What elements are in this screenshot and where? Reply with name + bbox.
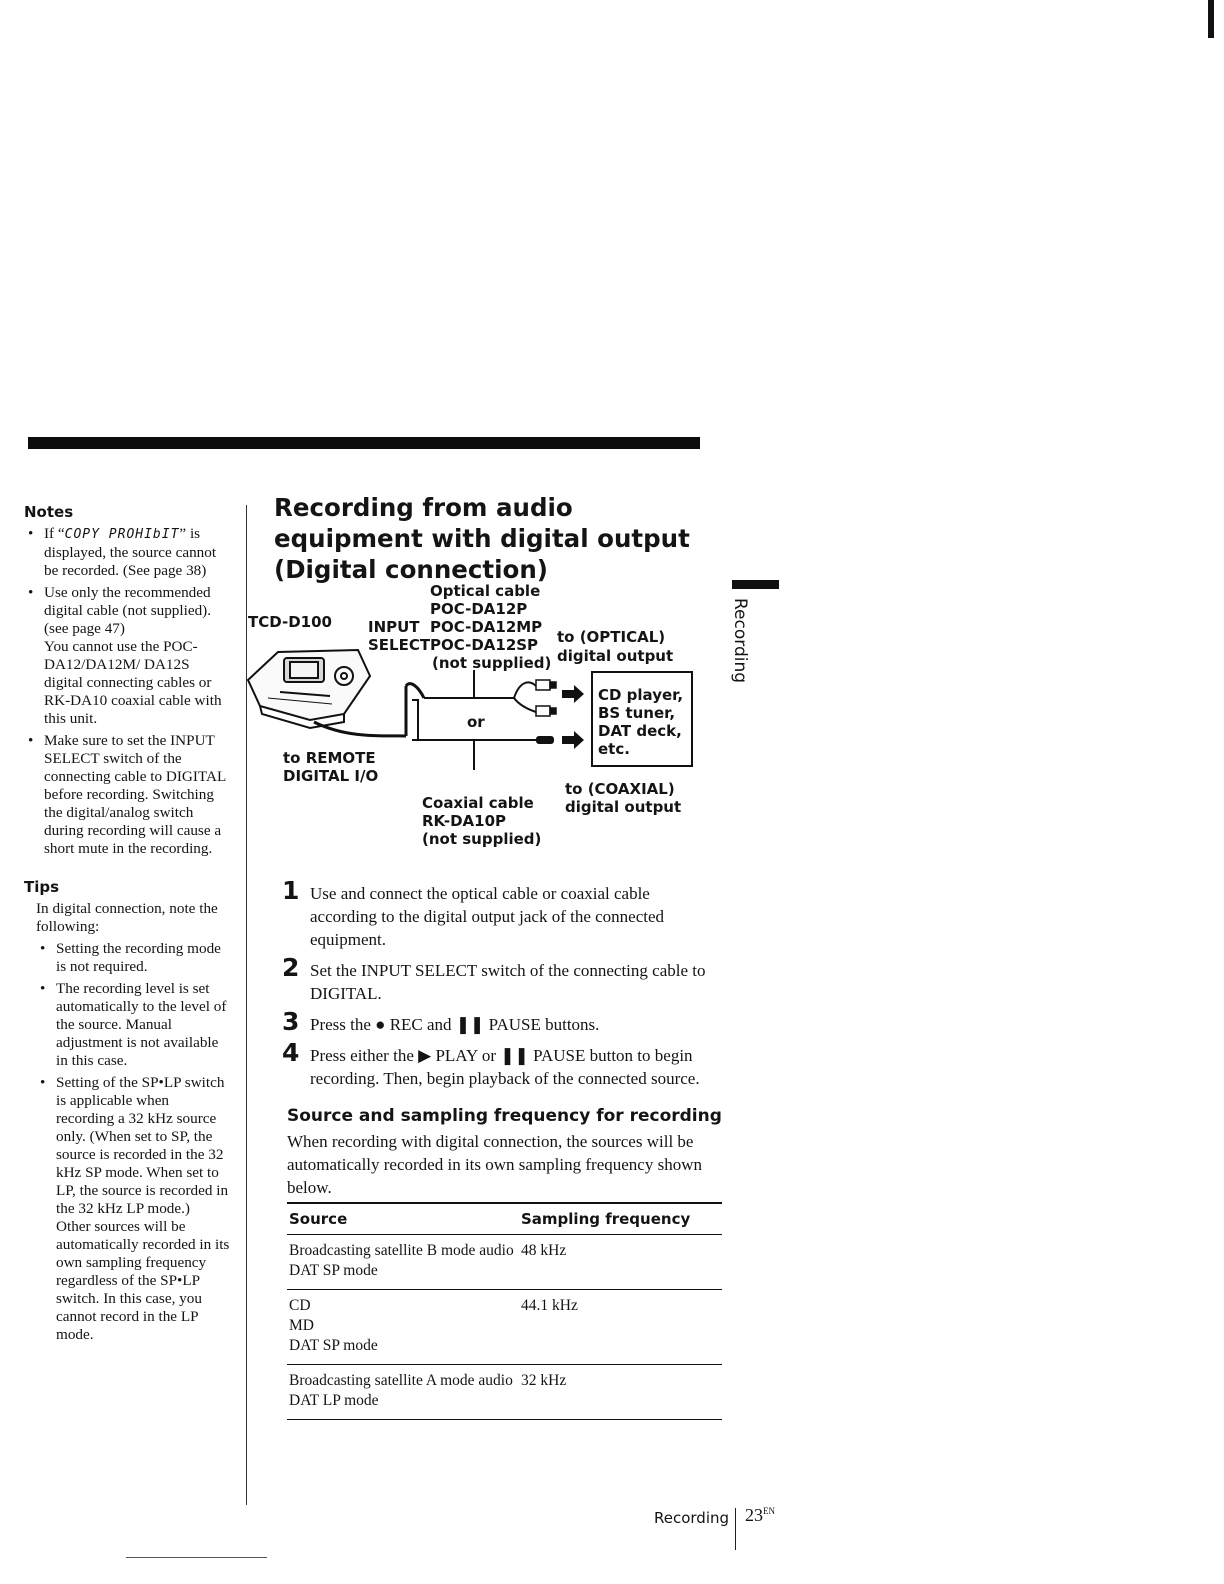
footer-separator [735, 1508, 736, 1550]
table-header-row [287, 1203, 722, 1235]
corner-mark [1208, 0, 1214, 38]
frequency-cell: 48 kHz [519, 1235, 722, 1290]
input-select-label-1: INPUT [368, 618, 420, 636]
header-source: Source [287, 1203, 519, 1235]
section-tab [722, 598, 756, 708]
record-icon: ● [375, 1015, 386, 1034]
page-title: Recording from audio equipment with digital output (Digital connection) [274, 493, 690, 584]
equipment-etc: etc. [598, 740, 630, 758]
source-cell: Broadcasting satellite A mode audio DAT LP mode [287, 1365, 519, 1420]
step-item: 4 Press either the ▶ PLAY or ❚❚ PAUSE button to begin recording. Then, begin playback of the connected source. [282, 1038, 700, 1088]
equipment-bs-tuner: BS tuner, [598, 704, 676, 722]
table-row [287, 1290, 722, 1365]
tips-list [24, 940, 230, 1344]
step-item: 1 Use and connect the optical cable or coaxial cable according to the digital output jack of the connected equipment. [282, 876, 665, 949]
steps-list [282, 876, 712, 1098]
tip-item: • The recording level is set automatically to the level of the source. Manual adjustment is not available in this case. [36, 980, 230, 1070]
source-cell: CD MD DAT SP mode [287, 1290, 519, 1365]
optical-model-3: POC-DA12SP [430, 636, 539, 654]
recorder-device-icon [248, 650, 370, 728]
bottom-rule [126, 1557, 267, 1558]
source-cell: Broadcasting satellite B mode audio DAT SP mode [287, 1235, 519, 1290]
tips-intro: In digital connection, note the following: [36, 900, 218, 935]
coaxial-model: RK-DA10P [422, 812, 507, 830]
optical-plug-icon [536, 680, 556, 716]
table-row [287, 1235, 722, 1290]
notes-list [24, 525, 230, 858]
sidebar-notes [24, 503, 230, 1348]
equipment-cd-player: CD player, [598, 686, 684, 704]
play-icon: ▶ [418, 1046, 432, 1065]
pause-icon: ❚❚ [500, 1046, 529, 1065]
section-tab-label: Recording [730, 598, 750, 684]
section-tab-bar [732, 580, 779, 589]
page-number: $23^{EN}$ [745, 1505, 775, 1525]
coaxial-plug-icon [536, 736, 554, 744]
notes-heading: Notes [24, 503, 74, 521]
to-optical-label: to (OPTICAL) [557, 628, 666, 646]
optical-model-2: POC-DA12MP [430, 618, 543, 636]
equipment-dat-deck: DAT deck, [598, 722, 682, 740]
tip-item: • Setting of the SP•LP switch is applicable when recording a 32 kHz source only. (When set to SP, the source is recorded in the 32 kHz SP mode. When set to LP, the source is recorded in the 32 kHz LP mode.) Other sources will be automatically recorded in its own sampling frequency regardless of the SP•LP switch. In this case, you cannot record in the LP mode. [36, 1074, 230, 1344]
digital-io-label: DIGITAL I/O [283, 767, 379, 785]
frequency-cell: 32 kHz [519, 1365, 722, 1420]
frequency-cell: 44.1 kHz [519, 1290, 722, 1365]
pause-icon: ❚❚ [455, 1015, 485, 1034]
coaxial-cable-label: Coaxial cable [422, 794, 534, 812]
arrow-icons [562, 685, 584, 749]
tips-heading: Tips [24, 878, 60, 896]
note-item: • Use only the recommended digital cable (not supplied). (see page 47) You cannot use the POC-DA12/DA12M/ DA12S digital connecting cables or RK-DA10 coaxial cable with this unit. [24, 584, 230, 728]
optical-cable-label: Optical cable [430, 582, 541, 600]
footer-section-label: Recording [654, 1509, 730, 1527]
device-label: TCD-D100 [248, 613, 332, 631]
step-item: 2 Set the INPUT SELECT switch of the connecting cable to DIGITAL. [282, 953, 706, 1003]
section-rule [28, 437, 700, 449]
note-item: • If “COPY PROHIbIT” is displayed, the source cannot be recorded. (See page 38) [24, 525, 230, 580]
optical-not-supplied: (not supplied) [432, 654, 552, 672]
coaxial-not-supplied: (not supplied) [422, 830, 542, 848]
optical-model-1: POC-DA12P [430, 600, 528, 618]
to-coaxial-output: digital output [565, 798, 682, 816]
tip-item: • Setting the recording mode is not required. [36, 940, 230, 976]
subsection-body: When recording with digital connection, the sources will be automatically recorded in its own sampling frequency shown below. [287, 1132, 702, 1197]
to-coaxial-label: to (COAXIAL) [565, 780, 675, 798]
table-row [287, 1365, 722, 1420]
to-remote-label: to REMOTE [283, 749, 376, 767]
step-item: 3 Press the ● REC and ❚❚ PAUSE buttons. [282, 1007, 600, 1036]
note-item: • Make sure to set the INPUT SELECT switch of the connecting cable to DIGITAL before recording. Switching the digital/analog switch during recording will cause a short mute in the recording. [24, 732, 230, 858]
or-label: or [467, 713, 485, 731]
display-message: COPY PROHIbIT [64, 527, 180, 542]
subsection-heading: Source and sampling frequency for recording [287, 1106, 722, 1126]
sampling-frequency-table [287, 1202, 722, 1420]
to-optical-output: digital output [557, 647, 674, 665]
header-frequency: Sampling frequency [519, 1203, 722, 1235]
input-select-label-2: SELECT [368, 636, 431, 654]
